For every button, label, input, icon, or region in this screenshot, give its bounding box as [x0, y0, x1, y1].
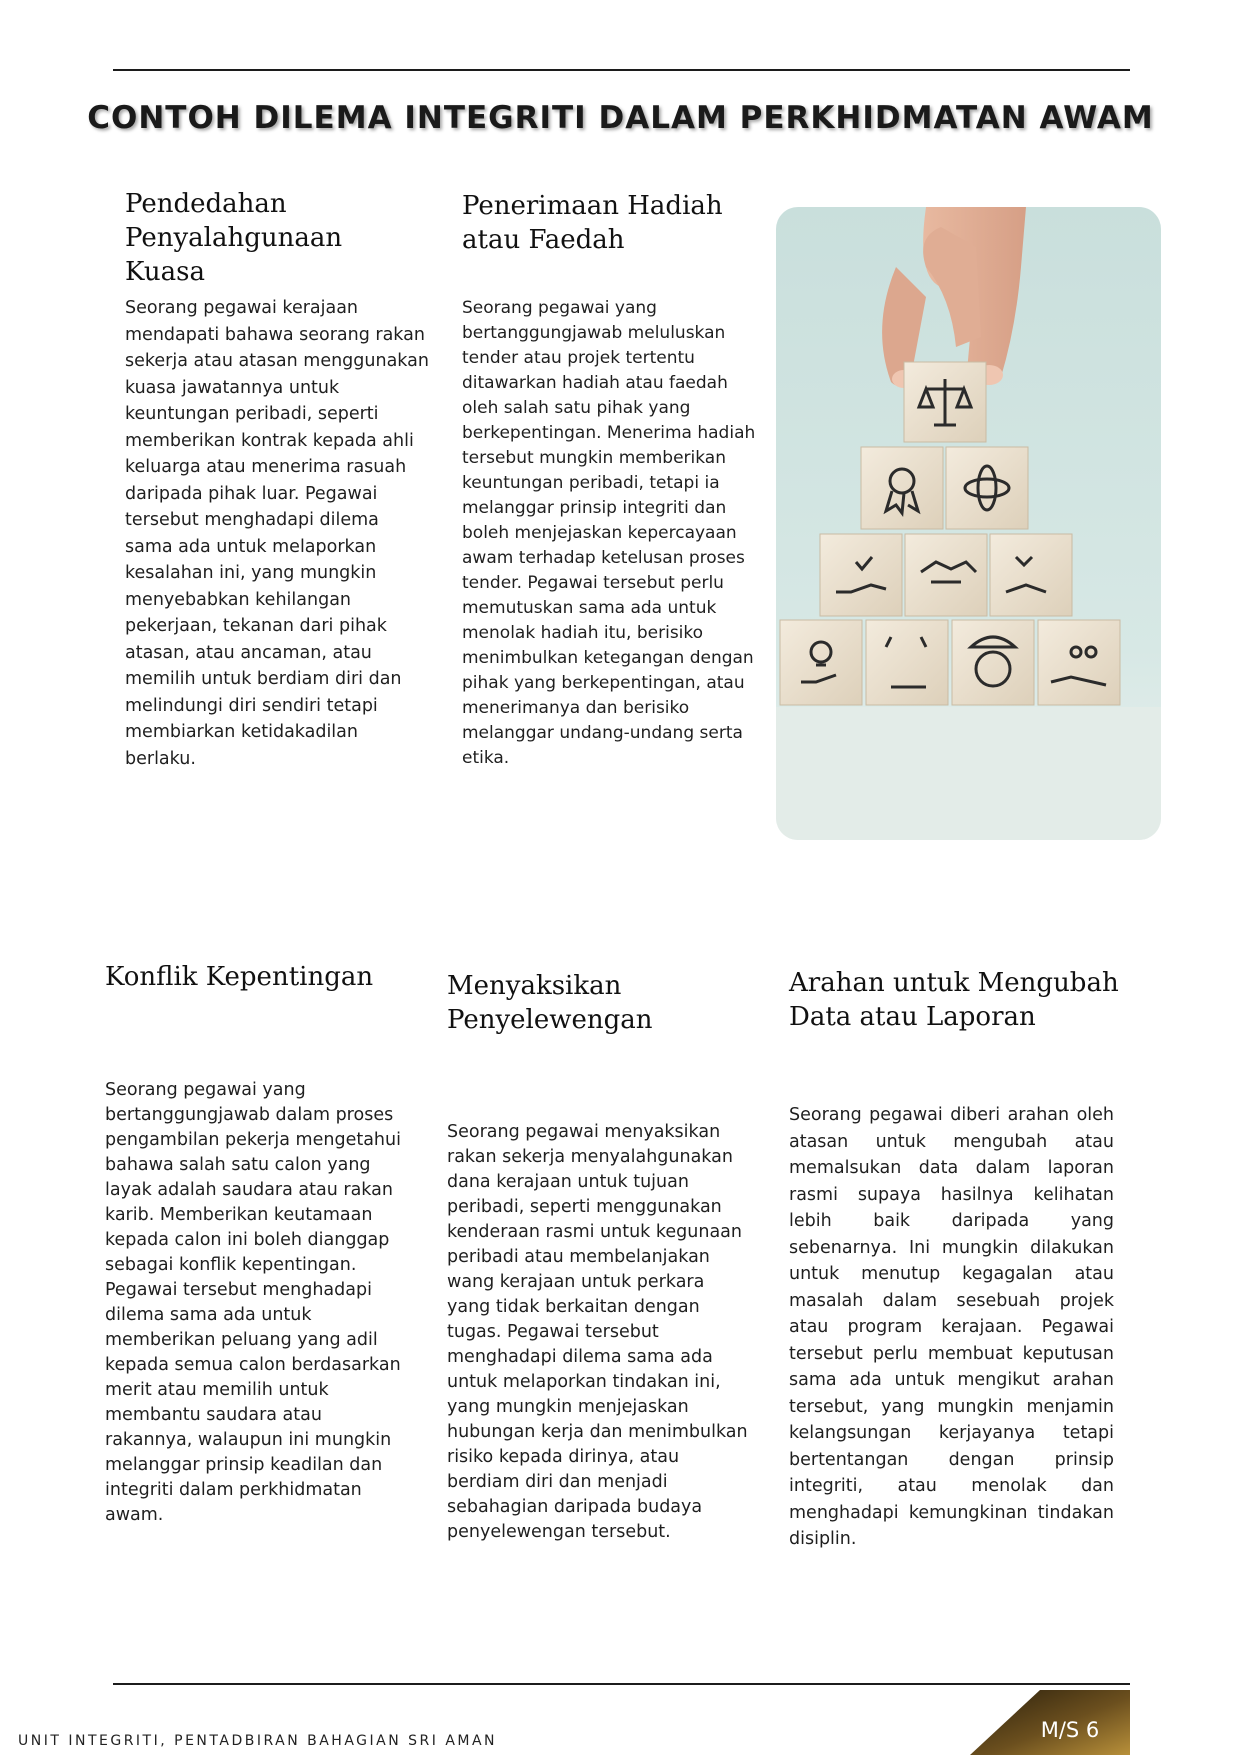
page-number: M/S 6	[1040, 1718, 1100, 1742]
section-heading-data-alteration: Arahan untuk Mengubah Data atau Laporan	[789, 968, 1119, 1032]
section-body-abuse-of-power: Seorang pegawai kerajaan mendapati bahawa seorang rakan sekerja atau atasan menggunakan kuasa jawatannya untuk keuntungan peribadi, seperti memberikan kontrak kepada ahli keluarga atau menerima rasuah daripada pihak luar. Pegawai tersebut menghadapi dilema sama ada untuk melaporkan kesalahan ini, yang mungkin menyebabkan kehilangan pekerjaan, tekanan dari pihak atasan, atau ancaman, atau memilih untuk berdiam diri dan melindungi diri sendiri tetapi membiarkan ketidakadilan berlaku.	[125, 298, 429, 769]
section-body-conflict-of-interest: Seorang pegawai yang bertanggungjawab dalam proses pengambilan pekerja mengetahui bahawa salah satu calon yang layak adalah saudara atau rakan karib. Memberikan keutamaan kepada calon ini boleh dianggap sebagai konflik kepentingan. Pegawai tersebut menghadapi dilema sama ada untuk memberikan peluang yang adil kepada semua calon berdasarkan merit atau memilih untuk membantu saudara atau rakannya, walaupun ini mungkin melanggar prinsip keadilan dan integriti dalam perkhidmatan awam.	[105, 1080, 401, 1525]
section-heading-abuse-of-power: Pendedahan Penyalahgunaan Kuasa	[125, 189, 343, 287]
footer-organization: UNIT INTEGRITI, PENTADBIRAN BAHAGIAN SRI AMAN	[18, 1733, 498, 1749]
section-heading-witness-misconduct: Menyaksikan Penyelewengan	[447, 971, 653, 1035]
blocks-pyramid-illustration	[776, 207, 1161, 840]
bottom-rule	[113, 1683, 1130, 1685]
page-title: CONTOH DILEMA INTEGRITI DALAM PERKHIDMATAN AWAM	[87, 100, 1154, 136]
integrity-blocks-photo	[776, 207, 1161, 840]
section-body-gifts: Seorang pegawai yang bertanggungjawab meluluskan tender atau projek tertentu ditawarkan hadiah atau faedah oleh salah satu pihak yang berkepentingan. Menerima hadiah tersebut mungkin memberikan keuntungan peribadi, tetapi ia melanggar prinsip integriti dan boleh menjejaskan kepercayaan awam terhadap ketelusan proses tender. Pegawai tersebut perlu memutuskan sama ada untuk menolak hadiah itu, berisiko menimbulkan ketegangan dengan pihak yang berkepentingan, atau menerimanya dan berisiko melanggar undang-undang serta etika.	[462, 298, 756, 768]
section-body-data-alteration: Seorang pegawai diberi arahan oleh atasan untuk mengubah atau memalsukan data dalam laporan rasmi supaya hasilnya kelihatan lebih baik daripada yang sebenarnya. Ini mungkin dilakukan untuk menutup kegagalan atau masalah dalam sesebuah projek atau program kerajaan. Pegawai tersebut perlu membuat keputusan sama ada untuk mengikut arahan tersebut, yang mungkin menjamin kelangsungan kerjayanya tetapi bertentangan dengan prinsip integriti, atau menolak dan menghadapi kemungkinan tindakan disiplin.	[789, 1105, 1114, 1549]
section-heading-gifts: Penerimaan Hadiah atau Faedah	[462, 191, 723, 255]
section-body-witness-misconduct: Seorang pegawai menyaksikan rakan sekerja menyalahgunakan dana kerajaan untuk tujuan peribadi, seperti menggunakan kenderaan rasmi untuk kegunaan peribadi atau membelanjakan wang kerajaan untuk perkara yang tidak berkaitan dengan tugas. Pegawai tersebut menghadapi dilema sama ada untuk melaporkan tindakan ini, yang mungkin menjejaskan hubungan kerja dan menimbulkan risiko kepada dirinya, atau berdiam diri dan menjadi sebahagian daripada budaya penyelewengan tersebut.	[447, 1122, 748, 1542]
section-heading-conflict-of-interest: Konflik Kepentingan	[105, 962, 374, 992]
top-rule	[113, 69, 1130, 71]
